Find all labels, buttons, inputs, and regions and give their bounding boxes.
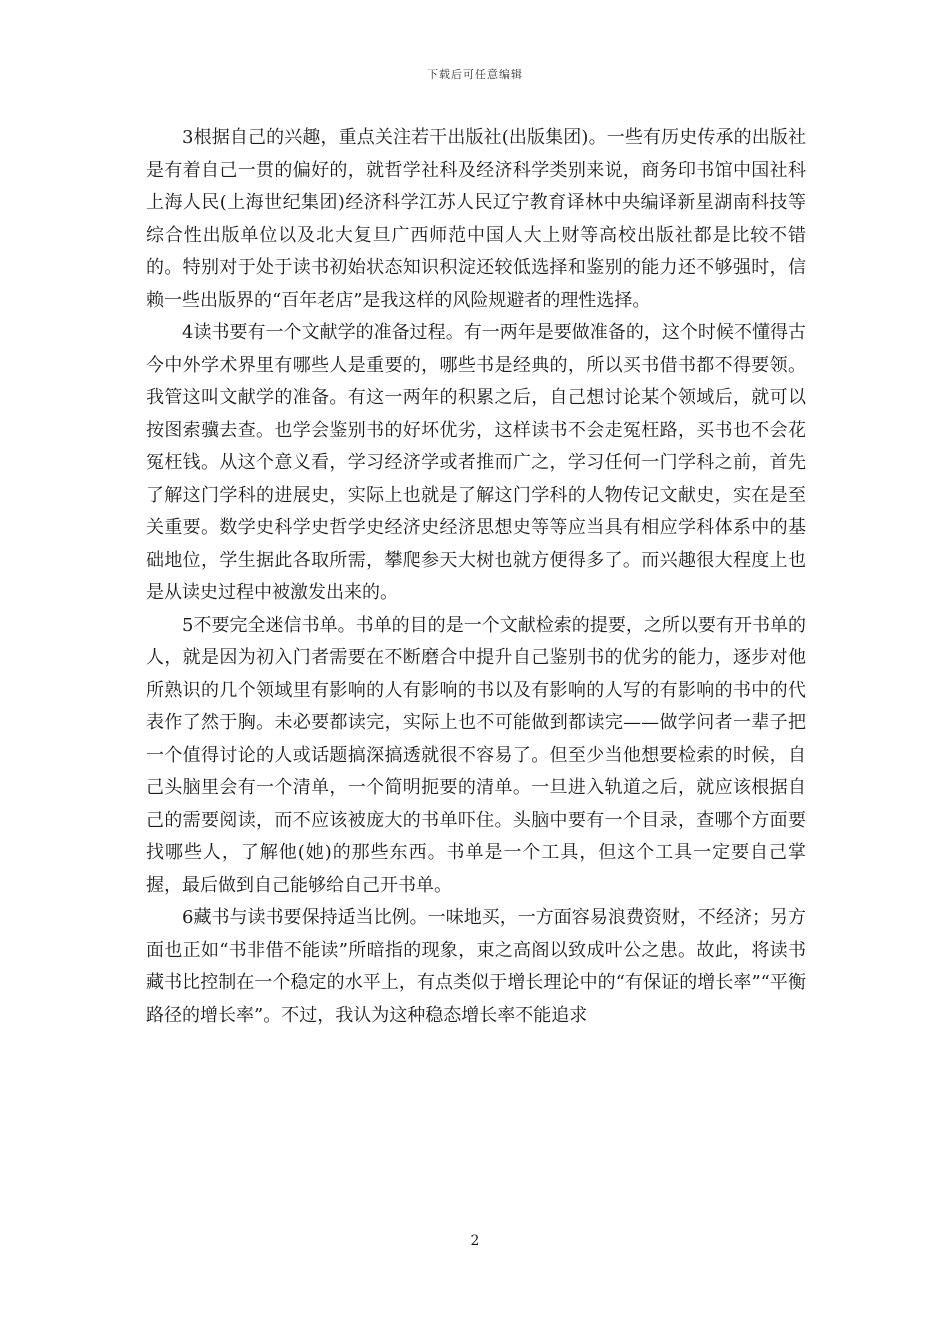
paragraph-3: 3根据自己的兴趣，重点关注若干出版社(出版集团)。一些有历史传承的出版社是有着自己一贯的偏好的，就哲学社科及经济科学类别来说，商务印书馆中国社科上海人民(上海世纪集团)经济科学江苏人民辽宁教育译林中央编译新星湖南科技等综合性出版单位以及北大复旦广西师范中国人大上财等高校出版社都是比较不错的。特别对于处于读书初始状态知识积淀还较低选择和鉴别的能力还不够强时，信赖一些出版界的“百年老店”是我这样的风险规避者的理性选择。 xyxy=(146,127,806,311)
paragraph-6: 6藏书与读书要保持适当比例。一味地买，一方面容易浪费资财，不经济；另方面也正如“书非借不能读”所暗指的现象，束之高阁以致成叶公之患。故此，将读书藏书比控制在一个稳定的水平上，有点类似于增长理论中的“有保证的增长率”“平衡路径的增长率”。不过，我认为这种稳态增长率不能追求 xyxy=(146,907,806,1026)
page-header: 下载后可任意编辑 xyxy=(427,68,523,81)
paragraph-4: 4读书要有一个文献学的准备过程。有一两年是要做准备的，这个时候不懂得古今中外学术界里有哪些人是重要的，哪些书是经典的，所以买书借书都不得要领。我管这叫文献学的准备。有这一两年的积累之后，自己想讨论某个领域后，就可以按图索骥去查。也学会鉴别书的好坏优劣，这样读书不会走冤枉路，买书也不会花冤枉钱。从这个意义看，学习经济学或者推而广之，学习任何一门学科之前，首先了解这门学科的进展史，实际上也就是了解这门学科的人物传记文献史，实在是至关重要。数学史科学史哲学史经济史经济思想史等等应当具有相应学科体系中的基础地位，学生据此各取所需，攀爬参天大树也就方便得多了。而兴趣很大程度上也是从读史过程中被激发出来的。 xyxy=(146,322,806,603)
document-body xyxy=(146,122,806,1032)
page-number: 2 xyxy=(470,1233,480,1249)
paragraph-5: 5不要完全迷信书单。书单的目的是一个文献检索的提要，之所以要有开书单的人，就是因为初入门者需要在不断磨合中提升自己鉴别书的优劣的能力，逐步对他所熟识的几个领域里有影响的人有影响的书以及有影响的人写的有影响的书中的代表作了然于胸。未必要都读完，实际上也不可能做到都读完——做学问者一辈子把一个值得讨论的人或话题搞深搞透就很不容易了。但至少当他想要检索的时候，自己头脑里会有一个清单，一个简明扼要的清单。一旦进入轨道之后，就应该根据自己的需要阅读，而不应该被庞大的书单吓住。头脑中要有一个目录，查哪个方面要找哪些人，了解他(她)的那些东西。书单是一个工具，但这个工具一定要自己掌握，最后做到自己能够给自己开书单。 xyxy=(146,614,806,896)
